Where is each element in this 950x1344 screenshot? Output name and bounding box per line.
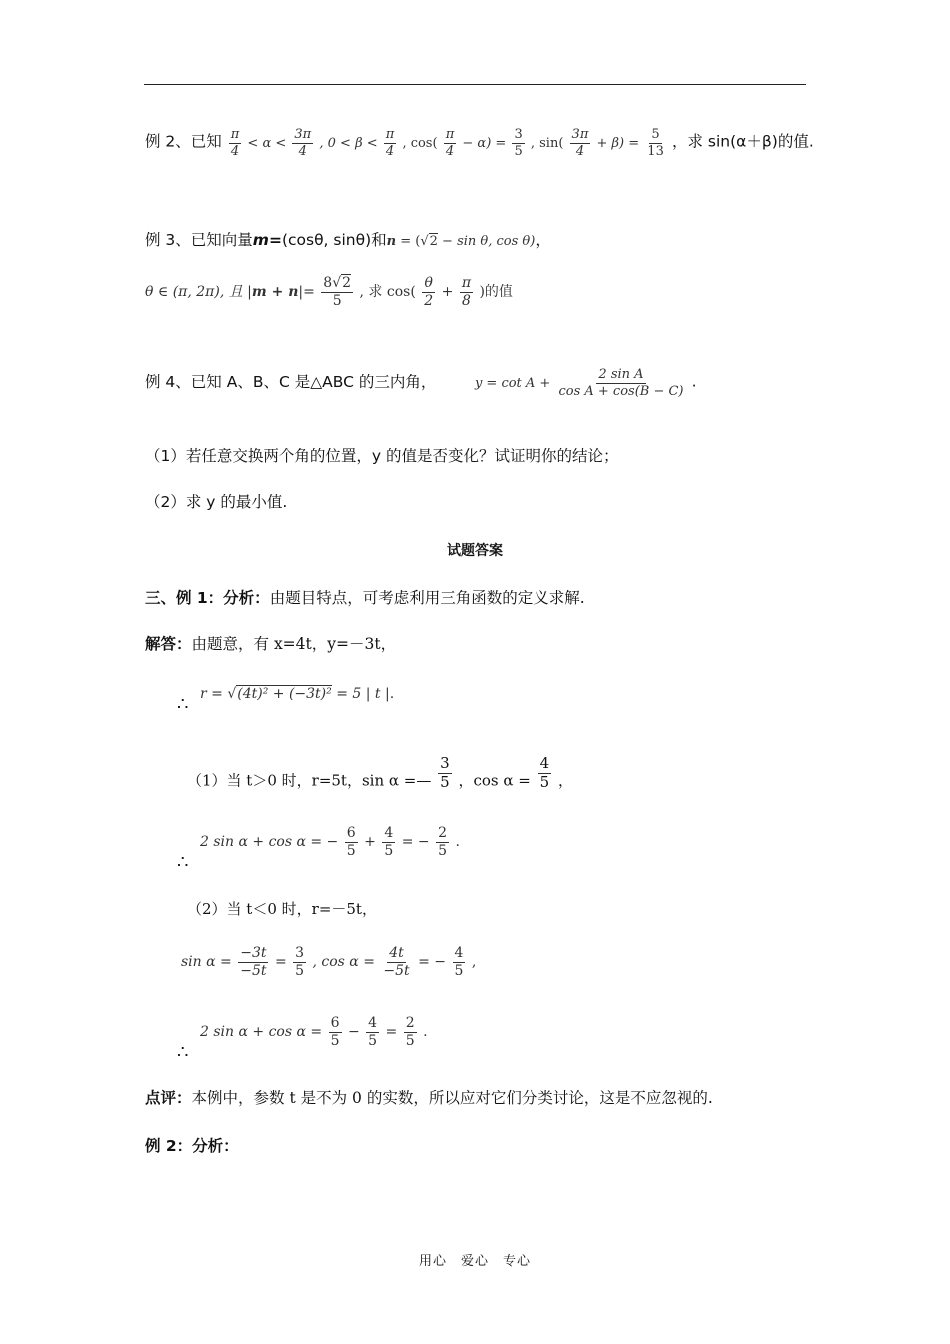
therefore-symbol-3: ∴ [177, 1042, 189, 1063]
case-2-formula: sin α = $\frac{-3t}{-5t}$ = $\frac{3}{5}$ , cos α = $\frac{4t}{-5t}$ = − $\frac{4}{5}$ , [181, 945, 477, 979]
therefore-symbol-1: ∴ [177, 694, 189, 715]
case-2: （2）当 t＜0 时，r=－5t， [187, 900, 377, 918]
ex4-question-2: （2）求 y 的最小值. [145, 493, 288, 511]
case-1-result: 2 sin α + cos α = − $\frac{6}{5}$ + $\frac{4}{5}$ = − $\frac{2}{5}$ . [200, 825, 460, 859]
example-3-line-1: 例 3、已知向量m=(cosθ, sinθ)和n = (√2 − sin θ, cos θ)， [145, 231, 551, 249]
example-4: 例 4、已知 A、B、C 是△ABC 的三内角， y = cot A + $\frac{\text{2 sin A}}{\text{cos A + cos(B − C)}}$ . [145, 367, 697, 399]
example-2 [145, 128, 814, 158]
case-1: （1）当 t＞0 时，r=5t，sin α =— $\frac{3}{5}$ ，cos α = $\frac{4}{5}$ ， [187, 754, 573, 791]
sol1-analysis: 三、例 1：分析：由题目特点，可考虑利用三角函数的定义求解. [145, 589, 585, 607]
ex2-prefix: 例 2、已知 [145, 132, 222, 151]
case-2-result: 2 sin α + cos α = $\frac{6}{5}$ − $\frac{4}{5}$ = $\frac{2}{5}$ . [200, 1015, 428, 1049]
page-footer: 用心 爱心 专心 [418, 1254, 531, 1269]
answers-title: 试题答案 [447, 543, 503, 559]
ex4-question-1: （1）若任意交换两个角的位置，y 的值是否变化？试证明你的结论； [145, 447, 619, 465]
example-3-line-2: θ ∈ (π, 2π), 且 |m + n|= $\frac{8√2}{5}$ , 求 cos( $\frac{\theta}{2}$ + $\frac{\pi}{8}$ )的值 [145, 275, 513, 309]
comment: 点评：本例中，参数 t 是不为 0 的实数，所以应对它们分类讨论，这是不应忽视的. [145, 1089, 713, 1107]
ex2-suffix: ，求 sin(α＋β)的值. [671, 132, 814, 151]
ex4-y-formula: y = cot A + $\frac{\text{2 sin A}}{\text{cos A + cos(B − C)}}$ [474, 367, 684, 399]
therefore-symbol-2: ∴ [177, 852, 189, 873]
ex2-solution-heading: 例 2：分析： [145, 1137, 239, 1155]
r-formula: r = √(4t)² + (−3t)² = 5 | t |. [200, 686, 395, 702]
header-rule [144, 84, 806, 85]
sol1-answer: 解答：由题意，有 x=4t，y=－3t， [145, 635, 397, 653]
ex2-condition-formula: $\frac{\pi}{4}$ < α < $\frac{3\pi}{4}$ , 0 < β < $\frac{\pi}{4}$ , cos( $\frac{\pi}{4}$ − α) = $\frac{3}{5}$ , sin( $\frac{3\pi}{4}$ + β) = $\frac{5}{13}$ [230, 127, 664, 159]
vector-n-formula: n = (√2 − sin θ, cos θ) [386, 234, 536, 249]
